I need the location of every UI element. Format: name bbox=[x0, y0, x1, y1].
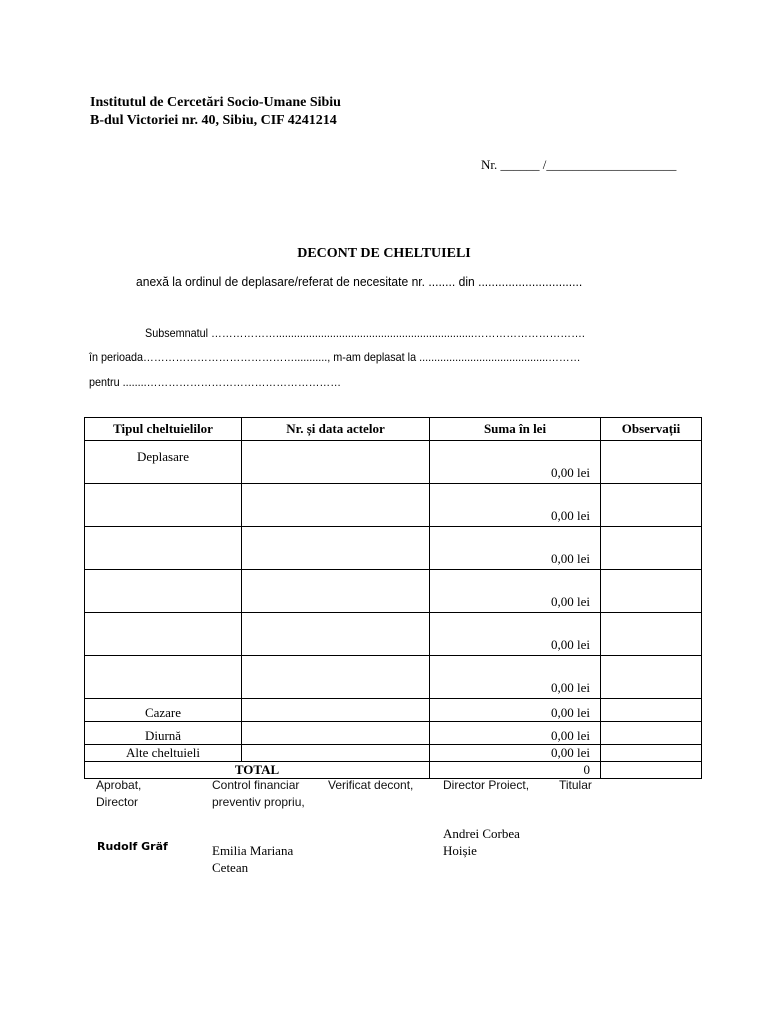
declaration-line-name: Subsemnatul ………………..................................................................…………………………. bbox=[145, 326, 585, 340]
project-director-name: Andrei Corbea bbox=[443, 826, 520, 841]
table-row bbox=[85, 722, 702, 745]
cell-type[interactable]: Diurnă bbox=[85, 722, 242, 745]
table-row bbox=[85, 484, 702, 527]
verified-label: Verificat decont, bbox=[328, 778, 414, 792]
total-label: TOTAL bbox=[85, 762, 430, 779]
cell-sum[interactable]: 0,00 lei bbox=[430, 441, 601, 484]
column-header-type: Tipul cheltuielilor bbox=[85, 418, 242, 441]
cell-observations[interactable] bbox=[601, 745, 702, 762]
project-director-name-cont: Hoișie bbox=[443, 843, 477, 858]
cell-observations[interactable] bbox=[601, 722, 702, 745]
table-row bbox=[85, 699, 702, 722]
cell-type[interactable] bbox=[85, 613, 242, 656]
cell-observations[interactable] bbox=[601, 441, 702, 484]
approved-label: Aprobat, bbox=[96, 778, 142, 792]
cell-acts[interactable] bbox=[242, 441, 430, 484]
document-title: DECONT DE CHELTUIELI bbox=[297, 246, 471, 261]
cell-type[interactable]: Alte cheltuieli bbox=[85, 745, 242, 762]
cell-type[interactable]: Cazare bbox=[85, 699, 242, 722]
cell-observations[interactable] bbox=[601, 570, 702, 613]
table-row bbox=[85, 527, 702, 570]
institution-name: Institutul de Cercetări Socio-Umane Sibiu bbox=[90, 95, 341, 110]
cell-type[interactable] bbox=[85, 527, 242, 570]
table-header-row bbox=[85, 418, 702, 441]
cell-type[interactable]: Deplasare bbox=[85, 441, 242, 484]
document-subtitle: anexă la ordinul de deplasare/referat de necesitate nr. ........ din ............................... bbox=[136, 274, 583, 289]
cell-acts[interactable] bbox=[242, 613, 430, 656]
cell-acts[interactable] bbox=[242, 484, 430, 527]
document-number-line: Nr. ______ /____________________ bbox=[481, 157, 677, 172]
column-header-acts: Nr. și data actelor bbox=[242, 418, 430, 441]
cell-acts[interactable] bbox=[242, 527, 430, 570]
financial-control-label-cont: preventiv propriu, bbox=[212, 795, 305, 809]
total-row bbox=[85, 762, 702, 779]
approver-name: Rudolf Gräf bbox=[97, 840, 168, 853]
table-row bbox=[85, 656, 702, 699]
cell-observations[interactable] bbox=[601, 656, 702, 699]
cell-sum[interactable]: 0,00 lei bbox=[430, 722, 601, 745]
cell-sum[interactable]: 0,00 lei bbox=[430, 527, 601, 570]
cell-sum[interactable]: 0,00 lei bbox=[430, 699, 601, 722]
cell-sum[interactable]: 0,00 lei bbox=[430, 484, 601, 527]
cell-type[interactable] bbox=[85, 570, 242, 613]
cell-type[interactable] bbox=[85, 656, 242, 699]
project-director-label: Director Proiect, bbox=[443, 778, 530, 792]
cell-observations[interactable] bbox=[601, 527, 702, 570]
financial-control-label: Control financiar bbox=[212, 778, 300, 792]
cell-acts[interactable] bbox=[242, 699, 430, 722]
declaration-line-purpose: pentru ........……………………………………………… bbox=[89, 375, 342, 389]
holder-label: Titular bbox=[559, 778, 592, 792]
cell-acts[interactable] bbox=[242, 722, 430, 745]
cell-acts[interactable] bbox=[242, 656, 430, 699]
table-row bbox=[85, 441, 702, 484]
financial-control-name-cont: Cetean bbox=[212, 860, 249, 875]
cell-observations[interactable] bbox=[601, 613, 702, 656]
cell-sum[interactable]: 0,00 lei bbox=[430, 656, 601, 699]
table-row bbox=[85, 570, 702, 613]
cell-type[interactable] bbox=[85, 484, 242, 527]
cell-sum[interactable]: 0,00 lei bbox=[430, 613, 601, 656]
table-row bbox=[85, 613, 702, 656]
cell-sum[interactable]: 0,00 lei bbox=[430, 745, 601, 762]
column-header-sum: Suma în lei bbox=[430, 418, 601, 441]
institution-address: B-dul Victoriei nr. 40, Sibiu, CIF 4241214 bbox=[90, 113, 337, 128]
cell-observations[interactable] bbox=[601, 699, 702, 722]
total-value: 0 bbox=[430, 762, 601, 779]
approved-role: Director bbox=[96, 795, 139, 809]
expense-table bbox=[84, 417, 702, 779]
cell-acts[interactable] bbox=[242, 745, 430, 762]
column-header-observations: Observații bbox=[601, 418, 702, 441]
financial-control-name: Emilia Mariana bbox=[212, 843, 294, 858]
table-row bbox=[85, 745, 702, 762]
total-observations bbox=[601, 762, 702, 779]
cell-acts[interactable] bbox=[242, 570, 430, 613]
declaration-line-period: în perioada……………………………………..........., m-am deplasat la ...........................................……… bbox=[89, 350, 581, 364]
cell-sum[interactable]: 0,00 lei bbox=[430, 570, 601, 613]
cell-observations[interactable] bbox=[601, 484, 702, 527]
